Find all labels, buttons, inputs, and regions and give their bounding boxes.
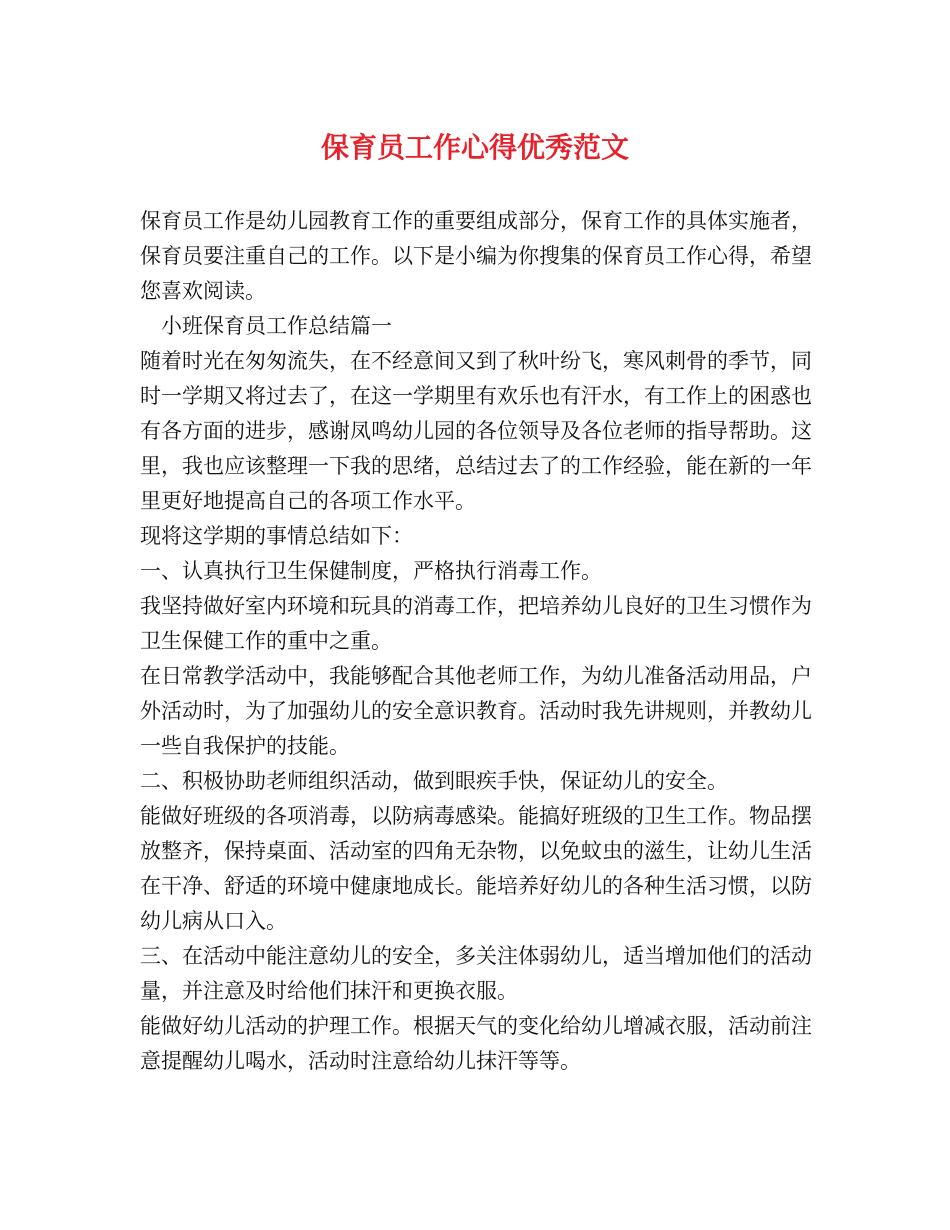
body-paragraph: 随着时光在匆匆流失，在不经意间又到了秋叶纷飞，寒风刺骨的季节，同时一学期又将过去了，在这一学期里有欢乐也有汗水，有工作上的困惑也有各方面的进步，感谢凤鸣幼儿园的各位领导及各位老师的指导帮助。这里，我也应该整理一下我的思绪，总结过去了的工作经验，能在新的一年里更好地提高自己的各项工作水平。 [140,349,812,513]
document-body [140,204,812,1079]
intro-paragraph: 保育员工作是幼儿园教育工作的重要组成部分，保育工作的具体实施者，保育员要注重自己的工作。以下是小编为你搜集的保育员工作心得，希望您喜欢阅读。 [140,209,812,303]
document-title: 保育员工作心得优秀范文 [320,131,629,164]
body-paragraph: 在日常教学活动中，我能够配合其他老师工作，为幼儿准备活动用品，户外活动时，为了加强幼儿的安全意识教育。活动时我先讲规则，并教幼儿一些自我保护的技能。 [140,664,812,758]
section-heading: 小班保育员工作总结篇一 [140,314,392,338]
point-heading: 二、积极协助老师组织活动，做到眼疾手快，保证幼儿的安全。 [140,769,728,793]
point-heading: 三、在活动中能注意幼儿的安全，多关注体弱幼儿，适当增加他们的活动量，并注意及时给他们抹汗和更换衣服。 [140,944,812,1003]
point-heading: 一、认真执行卫生保健制度，严格执行消毒工作。 [140,559,602,583]
body-paragraph: 能做好班级的各项消毒，以防病毒感染。能搞好班级的卫生工作。物品摆放整齐，保持桌面、活动室的四角无杂物，以免蚊虫的滋生，让幼儿生活在干净、舒适的环境中健康地成长。能培养好幼儿的各种生活习惯，以防幼儿病从口入。 [140,804,812,933]
body-paragraph: 我坚持做好室内环境和玩具的消毒工作，把培养幼儿良好的卫生习惯作为卫生保健工作的重中之重。 [140,594,812,653]
body-paragraph: 现将这学期的事情总结如下： [140,524,413,548]
body-paragraph: 能做好幼儿活动的护理工作。根据天气的变化给幼儿增减衣服，活动前注意提醒幼儿喝水，活动时注意给幼儿抹汗等等。 [140,1014,812,1073]
